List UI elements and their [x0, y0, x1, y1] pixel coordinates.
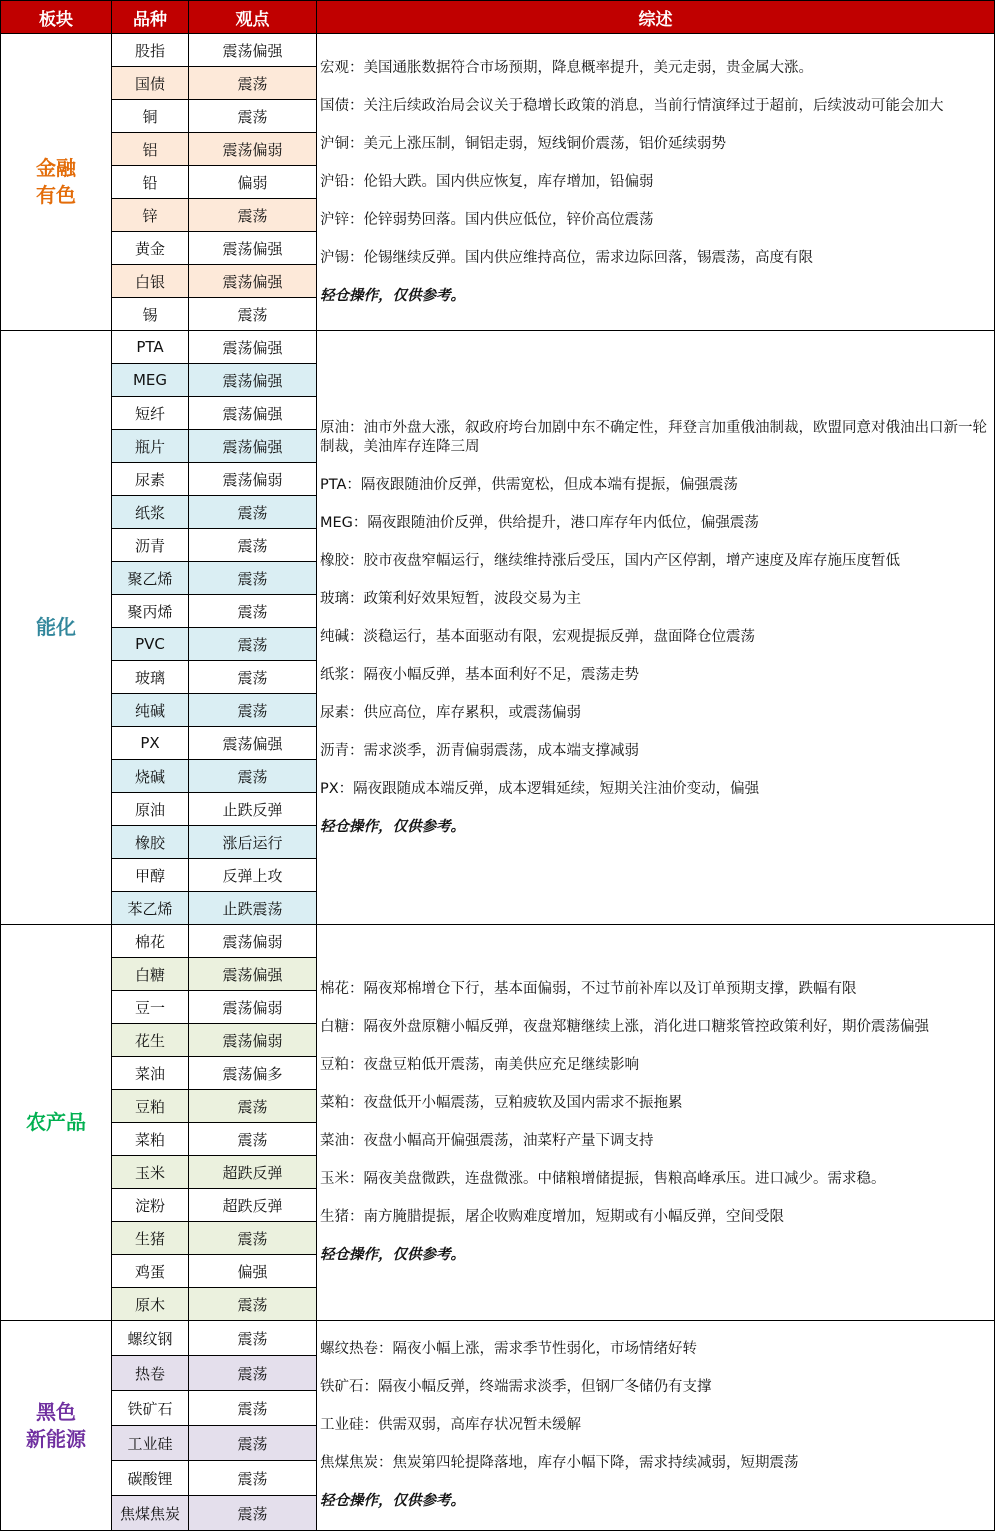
variety-cell: 豆粕 — [112, 1090, 189, 1123]
variety-cell: 尿素 — [112, 463, 189, 496]
view-cell: 震荡偏强 — [189, 397, 317, 430]
variety-cell: 螺纹钢 — [112, 1321, 189, 1356]
view-cell: 震荡 — [189, 1321, 317, 1356]
view-cell: 震荡偏强 — [189, 265, 317, 298]
view-cell: 震荡偏强 — [189, 430, 317, 463]
view-cell: 止跌震荡 — [189, 892, 317, 925]
summary-paragraph: 铁矿石：隔夜小幅反弹，终端需求淡季，但钢厂冬储仍有支撑 — [320, 1379, 712, 1395]
view-cell: 震荡 — [189, 1426, 317, 1461]
view-cell: 反弹上攻 — [189, 859, 317, 892]
sector-name: 能化 — [36, 615, 76, 639]
summary-cell — [317, 331, 995, 925]
variety-cell: 热卷 — [112, 1356, 189, 1391]
view-cell: 超跌反弹 — [189, 1189, 317, 1222]
header-sector: 板块 — [1, 1, 112, 34]
variety-cell: 玉米 — [112, 1156, 189, 1189]
variety-cell: 原油 — [112, 793, 189, 826]
variety-cell: 白糖 — [112, 958, 189, 991]
sector-cell — [1, 1321, 112, 1531]
view-cell: 震荡 — [189, 1123, 317, 1156]
view-cell: 震荡偏弱 — [189, 1024, 317, 1057]
variety-cell: PTA — [112, 331, 189, 364]
variety-cell: 原木 — [112, 1288, 189, 1321]
summary-paragraph: 菜油：夜盘小幅高开偏强震荡，油菜籽产量下调支持 — [320, 1133, 654, 1149]
view-cell: 震荡偏弱 — [189, 133, 317, 166]
variety-cell: 纸浆 — [112, 496, 189, 529]
variety-cell: 白银 — [112, 265, 189, 298]
variety-cell: 锡 — [112, 298, 189, 331]
summary-note: 轻仓操作，仅供参考。 — [320, 818, 465, 835]
view-cell: 震荡偏强 — [189, 34, 317, 67]
summary-paragraph: 沪铅：伦铅大跌。国内供应恢复，库存增加，铅偏弱 — [320, 173, 654, 190]
summary-paragraph: 沪铜：美元上涨压制，铜铝走弱，短线铜价震荡，铝价延续弱势 — [320, 135, 726, 152]
view-cell: 震荡 — [189, 1496, 317, 1531]
summary-paragraph: 橡胶：胶市夜盘窄幅运行，继续维持涨后受压，国内产区停割，增产速度及库存施压度暂低 — [320, 552, 900, 569]
sector-cell — [1, 34, 112, 331]
sector-cell — [1, 925, 112, 1321]
table-row — [1, 1321, 995, 1356]
view-cell: 涨后运行 — [189, 826, 317, 859]
variety-cell: 黄金 — [112, 232, 189, 265]
variety-cell: 花生 — [112, 1024, 189, 1057]
variety-cell: MEG — [112, 364, 189, 397]
summary-cell — [317, 34, 995, 331]
view-cell: 震荡 — [189, 595, 317, 628]
table-row — [1, 34, 995, 67]
variety-cell: 瓶片 — [112, 430, 189, 463]
view-cell: 震荡偏弱 — [189, 463, 317, 496]
table-row — [1, 925, 995, 958]
view-cell: 偏强 — [189, 1255, 317, 1288]
view-cell: 震荡 — [189, 562, 317, 595]
view-cell: 震荡偏强 — [189, 232, 317, 265]
variety-cell: 沥青 — [112, 529, 189, 562]
summary-paragraph: 尿素：供应高位，库存累积，或震荡偏弱 — [320, 704, 581, 721]
sector-name: 农产品 — [26, 1110, 86, 1134]
variety-cell: 苯乙烯 — [112, 892, 189, 925]
view-cell: 震荡 — [189, 496, 317, 529]
summary-paragraph: 白糖：隔夜外盘原糖小幅反弹，夜盘郑糖继续上涨，消化进口糖浆管控政策利好，期价震荡偏强 — [320, 1019, 929, 1035]
summary-paragraph: 工业硅：供需双弱，高库存状况暂未缓解 — [320, 1417, 581, 1433]
sector-name: 金融 — [36, 156, 76, 180]
summary-cell — [317, 925, 995, 1321]
summary-paragraph: MEG：隔夜跟随油价反弹，供给提升，港口库存年内低位，偏强震荡 — [320, 514, 759, 531]
view-cell: 震荡 — [189, 67, 317, 100]
variety-cell: 甲醇 — [112, 859, 189, 892]
variety-cell: 碳酸锂 — [112, 1461, 189, 1496]
summary-paragraph: 纯碱：淡稳运行，基本面驱动有限，宏观提振反弹，盘面降仓位震荡 — [320, 628, 755, 645]
view-cell: 超跌反弹 — [189, 1156, 317, 1189]
header-summary: 综述 — [317, 1, 995, 34]
variety-cell: 菜油 — [112, 1057, 189, 1090]
variety-cell: 锌 — [112, 199, 189, 232]
variety-cell: 铜 — [112, 100, 189, 133]
variety-cell: 铅 — [112, 166, 189, 199]
view-cell: 震荡 — [189, 100, 317, 133]
view-cell: 震荡 — [189, 298, 317, 331]
variety-cell: 玻璃 — [112, 661, 189, 694]
variety-cell: 纯碱 — [112, 694, 189, 727]
summary-paragraph: PX：隔夜跟随成本端反弹，成本逻辑延续，短期关注油价变动，偏强 — [320, 780, 760, 797]
sector-name: 新能源 — [26, 1426, 86, 1451]
summary-paragraph: 沥青：需求淡季，沥青偏弱震荡，成本端支撑减弱 — [320, 742, 639, 759]
summary-paragraph: 玉米：隔夜美盘微跌，连盘微涨。中储粮增储提振，售粮高峰承压。进口减少。需求稳。 — [320, 1171, 886, 1187]
variety-cell: 铝 — [112, 133, 189, 166]
view-cell: 震荡 — [189, 529, 317, 562]
summary-paragraph: 国债：关注后续政治局会议关于稳增长政策的消息，当前行情演绎过于超前，后续波动可能会加大 — [320, 97, 944, 114]
view-cell: 偏弱 — [189, 166, 317, 199]
sector-cell — [1, 331, 112, 925]
view-cell: 震荡偏弱 — [189, 991, 317, 1024]
view-cell: 震荡 — [189, 760, 317, 793]
variety-cell: 聚乙烯 — [112, 562, 189, 595]
view-cell: 止跌反弹 — [189, 793, 317, 826]
summary-paragraph: 菜粕：夜盘低开小幅震荡，豆粕疲软及国内需求不振拖累 — [320, 1095, 683, 1111]
summary-paragraph: PTA：隔夜跟随油价反弹，供需宽松，但成本端有提振，偏强震荡 — [320, 476, 738, 493]
view-cell: 震荡 — [189, 1391, 317, 1426]
view-cell: 震荡 — [189, 1222, 317, 1255]
variety-cell: 生猪 — [112, 1222, 189, 1255]
summary-paragraph: 宏观：美国通胀数据符合市场预期，降息概率提升，美元走弱，贵金属大涨。 — [320, 59, 813, 76]
view-cell: 震荡 — [189, 1461, 317, 1496]
variety-cell: 棉花 — [112, 925, 189, 958]
variety-cell: 工业硅 — [112, 1426, 189, 1461]
summary-paragraph: 玻璃：政策利好效果短暂，波段交易为主 — [320, 590, 581, 607]
variety-cell: 豆一 — [112, 991, 189, 1024]
summary-note: 轻仓操作，仅供参考。 — [320, 1493, 465, 1509]
view-cell: 震荡偏弱 — [189, 925, 317, 958]
view-cell: 震荡偏强 — [189, 364, 317, 397]
view-cell: 震荡 — [189, 1288, 317, 1321]
variety-cell: 铁矿石 — [112, 1391, 189, 1426]
summary-paragraph: 纸浆：隔夜小幅反弹，基本面利好不足，震荡走势 — [320, 666, 639, 683]
variety-cell: PX — [112, 727, 189, 760]
view-cell: 震荡 — [189, 661, 317, 694]
variety-cell: 股指 — [112, 34, 189, 67]
summary-cell — [317, 1321, 995, 1531]
variety-cell: 橡胶 — [112, 826, 189, 859]
summary-note: 轻仓操作，仅供参考。 — [320, 287, 465, 304]
sector-name: 有色 — [36, 183, 76, 207]
summary-note: 轻仓操作，仅供参考。 — [320, 1247, 465, 1263]
summary-paragraph: 棉花：隔夜郑棉增仓下行，基本面偏弱，不过节前补库以及订单预期支撑，跌幅有限 — [320, 981, 857, 997]
view-cell: 震荡偏强 — [189, 958, 317, 991]
view-cell: 震荡偏强 — [189, 331, 317, 364]
summary-paragraph: 螺纹热卷：隔夜小幅上涨，需求季节性弱化，市场情绪好转 — [320, 1341, 697, 1357]
summary-paragraph: 沪锡：伦锡继续反弹。国内供应维持高位，需求边际回落，锡震荡，高度有限 — [320, 249, 813, 266]
variety-cell: 焦煤焦炭 — [112, 1496, 189, 1531]
variety-cell: 鸡蛋 — [112, 1255, 189, 1288]
view-cell: 震荡 — [189, 199, 317, 232]
view-cell: 震荡 — [189, 1090, 317, 1123]
header-row — [1, 1, 995, 34]
view-cell: 震荡偏强 — [189, 727, 317, 760]
variety-cell: 国债 — [112, 67, 189, 100]
view-cell: 震荡 — [189, 628, 317, 661]
summary-paragraph: 原油：油市外盘大涨，叙政府垮台加剧中东不确定性，拜登言加重俄油制裁，欧盟同意对俄油出口新一轮制裁，美油库存连降三周 — [320, 419, 987, 455]
view-cell: 震荡偏多 — [189, 1057, 317, 1090]
variety-cell: 菜粕 — [112, 1123, 189, 1156]
summary-paragraph: 沪锌：伦锌弱势回落。国内供应低位，锌价高位震荡 — [320, 211, 654, 228]
summary-paragraph: 豆粕：夜盘豆粕低开震荡，南美供应充足继续影响 — [320, 1057, 639, 1073]
variety-cell: 淀粉 — [112, 1189, 189, 1222]
sector-name: 黑色 — [36, 1399, 76, 1424]
view-cell: 震荡 — [189, 694, 317, 727]
header-view: 观点 — [189, 1, 317, 34]
variety-cell: 烧碱 — [112, 760, 189, 793]
header-variety: 品种 — [112, 1, 189, 34]
summary-paragraph: 焦煤焦炭：焦炭第四轮提降落地，库存小幅下降，需求持续减弱，短期震荡 — [320, 1455, 799, 1471]
summary-paragraph: 生猪：南方腌腊提振，屠企收购难度增加，短期或有小幅反弹，空间受限 — [320, 1209, 784, 1225]
variety-cell: PVC — [112, 628, 189, 661]
variety-cell: 聚丙烯 — [112, 595, 189, 628]
table-row — [1, 331, 995, 364]
variety-cell: 短纤 — [112, 397, 189, 430]
view-cell: 震荡 — [189, 1356, 317, 1391]
